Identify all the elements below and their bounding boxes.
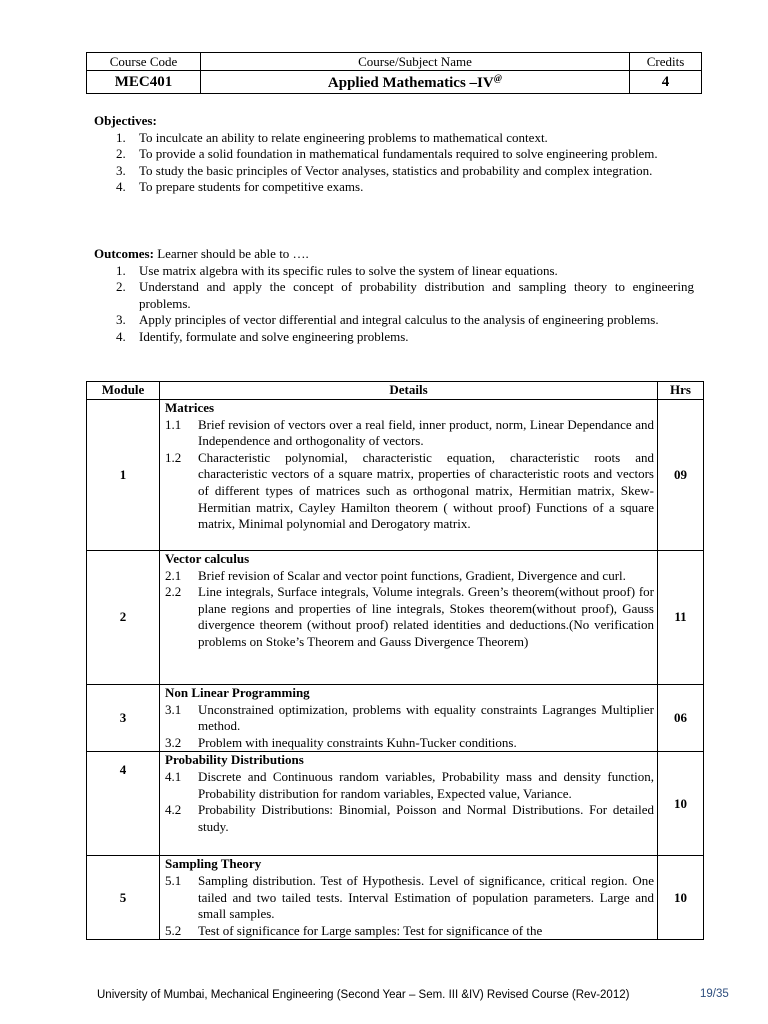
module-subtopic bbox=[165, 450, 654, 533]
course-name-text: Applied Mathematics –IV bbox=[327, 74, 494, 91]
course-code-header: Course Code bbox=[87, 53, 201, 71]
subtopic-number: 4.1 bbox=[165, 768, 182, 784]
outcomes-title: Outcomes: bbox=[94, 246, 154, 261]
syllabus-table bbox=[86, 381, 704, 940]
subtopic-text: Brief revision of Scalar and vector point functions, Gradient, Divergence and curl. bbox=[198, 567, 626, 583]
module-details bbox=[160, 752, 658, 856]
credits-value: 4 bbox=[630, 71, 702, 94]
module-hours: 06 bbox=[658, 685, 704, 752]
objective-item-text: To provide a solid foundation in mathematical fundamentals required to solve engineering problem. bbox=[139, 146, 658, 162]
objective-item bbox=[94, 163, 694, 180]
module-number: 5 bbox=[87, 856, 160, 940]
hrs-header: Hrs bbox=[658, 382, 704, 400]
syllabus-row bbox=[87, 752, 704, 856]
module-details bbox=[160, 400, 658, 551]
module-hours: 10 bbox=[658, 752, 704, 856]
subtopic-text: Unconstrained optimization, problems with equality constraints Lagranges Multiplier method. bbox=[198, 701, 654, 734]
module-hours: 09 bbox=[658, 400, 704, 551]
outcome-item bbox=[94, 312, 694, 329]
module-number: 4 bbox=[87, 752, 160, 856]
outcome-item-number: 1. bbox=[116, 262, 126, 278]
outcomes-section bbox=[94, 246, 694, 346]
outcomes-heading bbox=[94, 246, 694, 263]
syllabus-row bbox=[87, 685, 704, 752]
module-subtopic bbox=[165, 417, 654, 450]
course-name-superscript: @ bbox=[493, 72, 503, 83]
module-subtopic bbox=[165, 702, 654, 735]
objective-item-text: To study the basic principles of Vector analyses, statistics and probability and complex integration. bbox=[139, 162, 653, 178]
objective-item-text: To prepare students for competitive exams. bbox=[139, 179, 364, 195]
course-info-table bbox=[86, 52, 702, 94]
module-details bbox=[160, 856, 658, 940]
syllabus-row bbox=[87, 551, 704, 685]
module-title: Sampling Theory bbox=[165, 856, 262, 872]
subtopic-text: Characteristic polynomial, characteristic equation, characteristic roots and characteristic vectors of a square matrix, properties of characteristic roots and vectors of different types of matrices such as orthogonal matrix, Hermitian matrix, Skew-Hermitian matrix, Cayley Hamilton theorem ( without proof) Functions of a square matrix, Minimal polynomial and Derogatory matrix. bbox=[198, 449, 654, 532]
outcome-item bbox=[94, 279, 694, 312]
subtopic-number: 2.1 bbox=[165, 567, 182, 583]
outcome-item-text: Understand and apply the concept of probability distribution and sampling theory to engineering problems. bbox=[139, 279, 694, 311]
objectives-section bbox=[94, 113, 694, 196]
subtopic-text: Discrete and Continuous random variables, Probability mass and density function, Probability distribution for random variables, Expected value, Variance. bbox=[198, 768, 654, 801]
module-subtopic bbox=[165, 802, 654, 835]
outcome-item bbox=[94, 263, 694, 280]
module-hours: 10 bbox=[658, 856, 704, 940]
objective-item-number: 3. bbox=[116, 162, 126, 178]
subtopic-text: Line integrals, Surface integrals, Volume integrals. Green’s theorem(without proof) for plane regions and properties of line integrals, Stokes theorem(without proof), Gauss divergence theorem (without proof) related identities and deductions.(No verification problems on Stoke’s Theorem and Gauss Divergence Theorem) bbox=[198, 584, 654, 649]
objective-item bbox=[94, 179, 694, 196]
subtopic-number: 2.2 bbox=[165, 584, 182, 600]
outcome-item-text: Identify, formulate and solve engineering problems. bbox=[139, 328, 409, 344]
subtopic-text: Problem with inequality constraints Kuhn-Tucker conditions. bbox=[198, 734, 517, 750]
outcomes-intro: Learner should be able to …. bbox=[153, 246, 309, 261]
subtopic-text: Probability Distributions: Binomial, Poisson and Normal Distributions. For detailed study. bbox=[198, 802, 654, 834]
syllabus-row bbox=[87, 856, 704, 940]
subtopic-number: 1.2 bbox=[165, 449, 182, 465]
objective-item-number: 2. bbox=[116, 146, 126, 162]
outcome-item-number: 4. bbox=[116, 328, 126, 344]
footer-text: University of Mumbai, Mechanical Engineering (Second Year – Sem. III &IV) Revised Course (Rev-2012) bbox=[97, 989, 630, 1001]
outcome-item-text: Apply principles of vector differential and integral calculus to the analysis of engineering problems. bbox=[139, 312, 659, 328]
outcomes-list bbox=[94, 263, 694, 346]
subtopic-number: 3.2 bbox=[165, 734, 182, 750]
subtopic-text: Brief revision of vectors over a real field, inner product, norm, Linear Dependance and Independence and orthogonality of vectors. bbox=[198, 416, 654, 449]
outcome-item-number: 2. bbox=[116, 279, 126, 295]
module-subtopic bbox=[165, 584, 654, 650]
module-subtopic bbox=[165, 873, 654, 923]
module-subtopic bbox=[165, 769, 654, 802]
objective-item bbox=[94, 146, 694, 163]
subtopic-text: Sampling distribution. Test of Hypothesis. Level of significance, critical region. One tailed and two tailed tests. Interval Estimation of population parameters. Large and small samples. bbox=[198, 872, 654, 922]
outcome-item-number: 3. bbox=[116, 312, 126, 328]
outcome-item-text: Use matrix algebra with its specific rules to solve the system of linear equations. bbox=[139, 262, 558, 278]
objective-item bbox=[94, 130, 694, 147]
credits-header: Credits bbox=[630, 53, 702, 71]
subtopic-number: 1.1 bbox=[165, 416, 182, 432]
module-number: 2 bbox=[87, 551, 160, 685]
subtopic-text: Test of significance for Large samples: Test for significance of the bbox=[198, 922, 543, 938]
page-number: 19/35 bbox=[700, 988, 729, 1000]
module-header: Module bbox=[87, 382, 160, 400]
module-hours: 11 bbox=[658, 551, 704, 685]
objective-item-number: 1. bbox=[116, 129, 126, 145]
module-details bbox=[160, 551, 658, 685]
course-code: MEC401 bbox=[87, 71, 201, 94]
course-name bbox=[201, 71, 630, 94]
module-subtopic bbox=[165, 735, 654, 752]
details-header: Details bbox=[160, 382, 658, 400]
objective-item-text: To inculcate an ability to relate engineering problems to mathematical context. bbox=[139, 129, 548, 145]
subtopic-number: 4.2 bbox=[165, 802, 182, 818]
subtopic-number: 3.1 bbox=[165, 701, 182, 717]
module-number: 1 bbox=[87, 400, 160, 551]
module-number: 3 bbox=[87, 685, 160, 752]
objectives-title: Objectives: bbox=[94, 113, 157, 128]
module-title: Vector calculus bbox=[165, 551, 250, 566]
subtopic-number: 5.2 bbox=[165, 922, 182, 938]
module-title: Probability Distributions bbox=[165, 752, 304, 768]
syllabus-row bbox=[87, 400, 704, 551]
module-subtopic bbox=[165, 923, 654, 940]
subtopic-number: 5.1 bbox=[165, 872, 182, 888]
course-name-header: Course/Subject Name bbox=[201, 53, 630, 71]
outcome-item bbox=[94, 329, 694, 346]
objective-item-number: 4. bbox=[116, 179, 126, 195]
module-title: Matrices bbox=[165, 400, 215, 415]
objectives-list bbox=[94, 130, 694, 196]
module-title: Non Linear Programming bbox=[165, 685, 310, 700]
module-details bbox=[160, 685, 658, 752]
module-subtopic bbox=[165, 568, 654, 585]
